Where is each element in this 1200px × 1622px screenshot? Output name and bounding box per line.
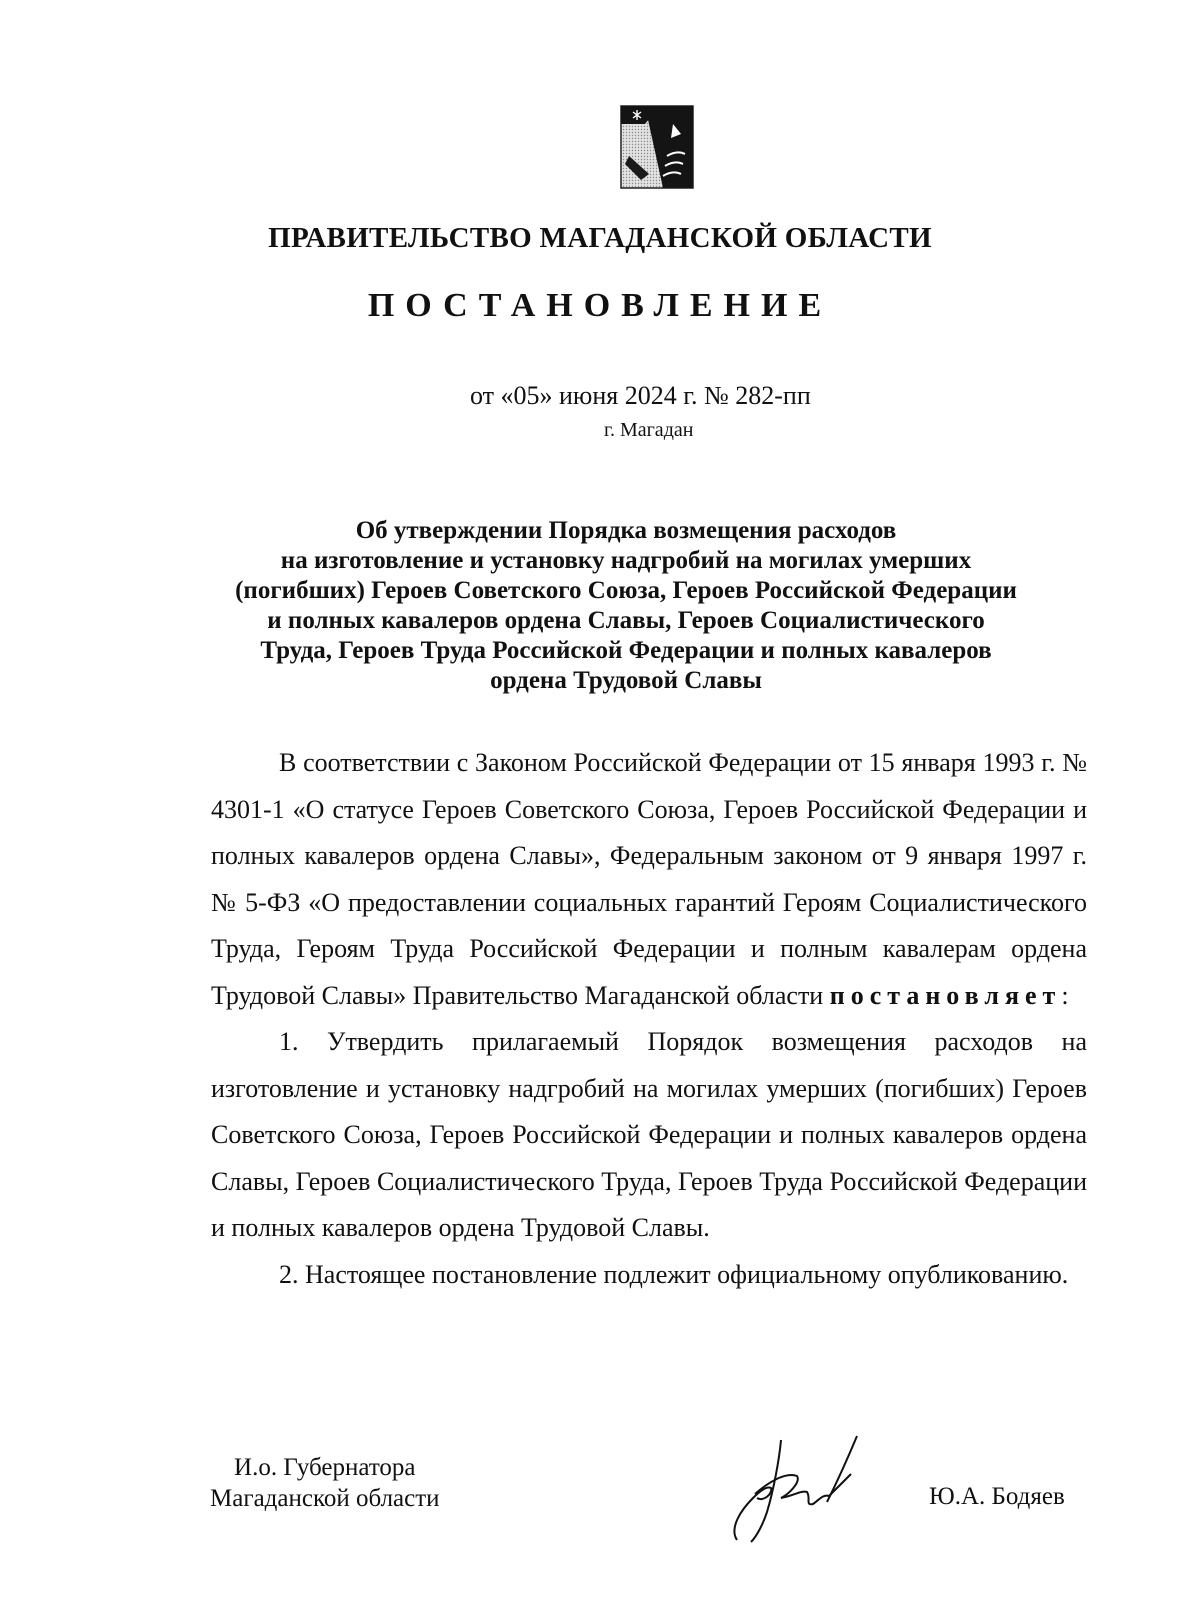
signatory-name: Ю.А. Бодяев bbox=[929, 1483, 1065, 1510]
subject-line: ордена Трудовой Славы bbox=[490, 667, 762, 694]
document-subject bbox=[160, 516, 1092, 696]
signatory-position bbox=[210, 1452, 440, 1514]
position-line: Магаданской области bbox=[210, 1485, 440, 1512]
coat-of-arms-icon bbox=[619, 104, 695, 194]
preamble-text: В соответствии с Законом Российской Федерации от 15 января 1993 г. № 4301-1 «О статусе Героев Советского Союза, Героев Российской Федерации и полных кавалеров ордена Славы», Федеральным законом от 9 января 1997 г. № 5-ФЗ «О предоставлении социальных гарантий Героям Социалистического Труда, Героям Труда Российской Федерации и полным кавалерам ордена Трудовой Славы» Правительство Магаданской области bbox=[211, 748, 1087, 1010]
subject-line: Труда, Героев Труда Российской Федерации и полных кавалеров bbox=[260, 637, 992, 664]
document-body bbox=[211, 740, 1087, 1298]
resolves-word: постановляет bbox=[829, 980, 1062, 1010]
government-title: ПРАВИТЕЛЬСТВО МАГАДАНСКОЙ ОБЛАСТИ bbox=[268, 222, 932, 254]
document-date-number: от «05» июня 2024 г. № 282-пп bbox=[470, 381, 811, 410]
item-1-paragraph: 1. Утвердить прилагаемый Порядок возмещения расходов на изготовление и установку надгробий на могилах умерших (погибших) Героев Советского Союза, Героев Российской Федерации и полных кавалеров ордена Славы, Героев Социалистического Труда, Героев Труда Российской Федерации и полных кавалеров ордена Трудовой Славы. bbox=[211, 1027, 1087, 1242]
subject-line: и полных кавалеров ордена Славы, Героев Социалистического bbox=[267, 607, 985, 634]
position-line: И.о. Губернатора bbox=[234, 1454, 416, 1481]
document-type: ПОСТАНОВЛЕНИЕ bbox=[367, 287, 833, 324]
resolves-suffix: : bbox=[1061, 980, 1069, 1010]
preamble-paragraph bbox=[211, 740, 1087, 1019]
document-city: г. Магадан bbox=[604, 419, 694, 441]
item-2-paragraph: 2. Настоящее постановление подлежит официальному опубликованию. bbox=[279, 1259, 1069, 1289]
subject-line: на изготовление и установку надгробий на могилах умерших bbox=[280, 547, 972, 574]
signature-icon bbox=[727, 1432, 887, 1552]
subject-line: (погибших) Героев Советского Союза, Героев Российской Федерации bbox=[235, 577, 1017, 604]
subject-line: Об утверждении Порядка возмещения расходов bbox=[355, 517, 897, 544]
